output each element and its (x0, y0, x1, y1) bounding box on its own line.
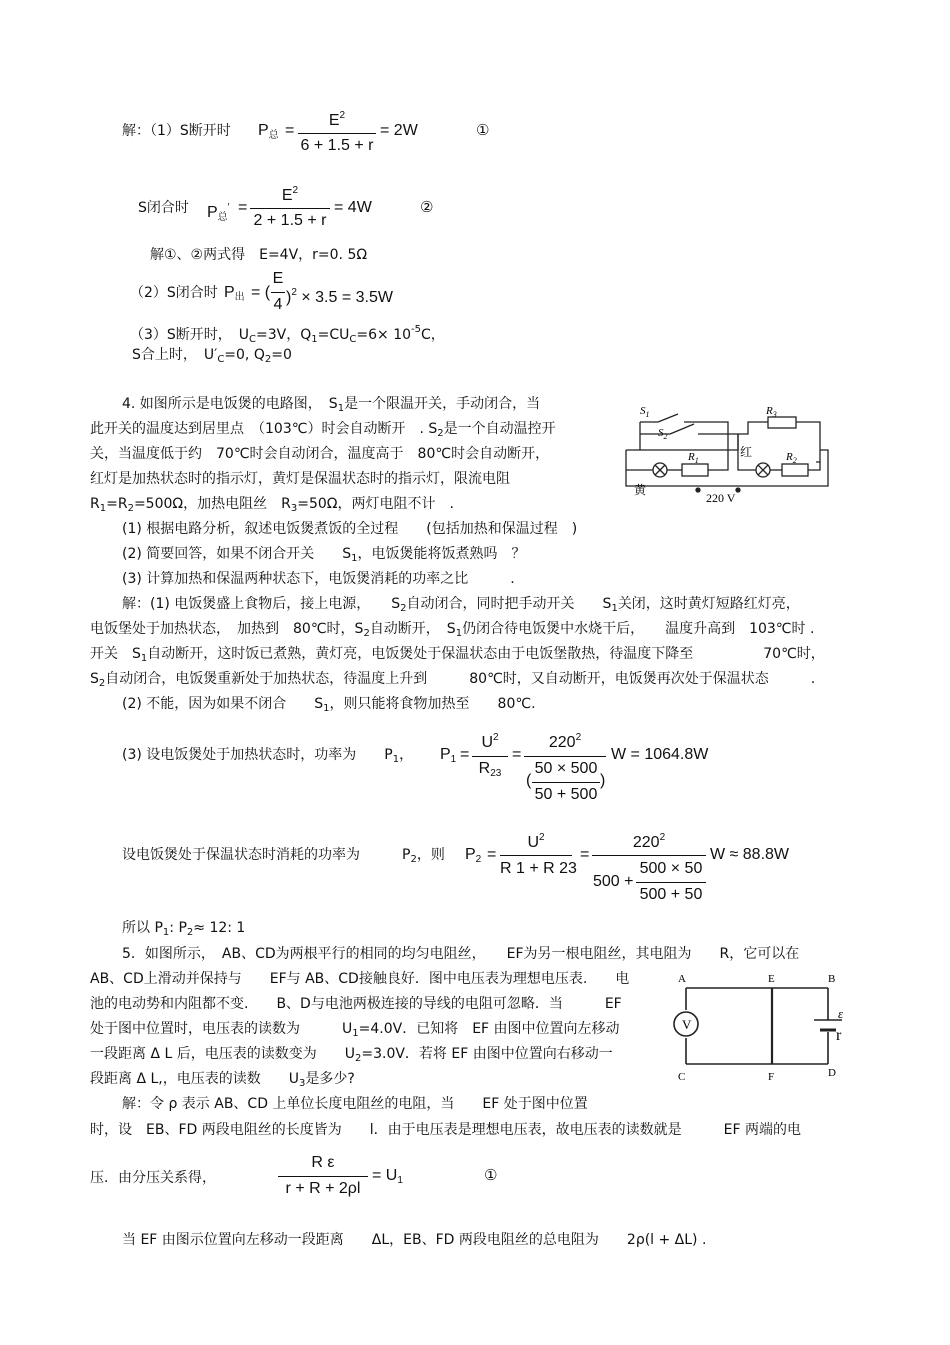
q4-solution-line6: (3) 设电饭煲处于加热状态时，功率为 $P_1$， (122, 747, 414, 765)
p2-result: W ≈ 88.8W (710, 846, 790, 863)
p1-num: $U^2$ (481, 732, 499, 751)
sol3-line6: S合上时， $U'_C=0$, $Q_2=0$ (132, 347, 292, 365)
label-f: F (768, 1071, 775, 1083)
switch-s1 (670, 424, 694, 434)
p2-eq2: = (580, 846, 590, 863)
p1-eq2: = (512, 746, 522, 763)
q4-solution-line2: 电饭堡处于加热状态， 加热到 80℃时，$S_2$自动断开， $S_1$仍闭合待电饭煲中水烧干后， 温度升高到 103℃时 . (90, 621, 815, 639)
q5-frac-num: R ε (311, 1154, 335, 1171)
q4-line5: $R_1=R_2=500\Omega$，加热电阻丝 $R_3=50\Omega$，两灯电阻不计 . (90, 496, 454, 514)
q4-solution-line5: (2) 不能，因为如果不闭合 $S_1$，则只能将食物加热至 80℃. (122, 696, 536, 714)
label-e: E (768, 973, 775, 985)
sol3-line1-den: 6 + 1.5 + r (300, 137, 374, 154)
q5-solution-line2: 时，设 EB、FD 两段电阻丝的长度皆为 l．由于电压表是理想电压表，故电压表的读数就是 EF 两端的电 (90, 1122, 801, 1138)
sol3-line1-prefix: 解：（1）S断开时 (122, 123, 231, 139)
voltmeter-label: V (682, 1017, 692, 1032)
p1-result: W = 1064.8W (611, 746, 709, 763)
q4-line3: 关，当温度低于约 70℃时会自动闭合，温度高于 80℃时会自动断开， (90, 446, 550, 462)
sol3-line2-den: 2 + 1.5 + r (253, 212, 327, 229)
q5-line2: AB、CD上滑动并保持与 EF与 AB、CD接触良好．图中电压表为理想电压表. 电 (90, 971, 630, 987)
label-r3: $R_3$ (766, 405, 777, 419)
fraction-bar (271, 292, 285, 293)
q5-line4: 处于图中位置时，电压表的读数为 $U_1=4.0V$．已知将 EF 由图中位置向左移动 (90, 1021, 620, 1039)
fraction-bar (524, 756, 606, 757)
q4-solution-line4: $S_2$自动闭合，电饭煲重新处于加热状态，待温度上升到 80℃时，又自动断开，电饭煲再次处于保温状态 . (90, 671, 816, 689)
q5-solution-line4: 当 EF 由图示位置向左移动一段距离 ΔL，EB、FD 两段电阻丝的总电阻为 2ρ(l + ΔL) . (122, 1232, 707, 1248)
q4-solution-ratio: 所以 $P_1$: $P_2\approx 12$: 1 (122, 920, 246, 938)
sol3-line3: 解①、②两式得 E=4V，r=0. 5Ω (150, 247, 368, 263)
p2-symbol: $P_2$ (465, 846, 482, 865)
q4-solution-line1: 解：(1) 电饭煲盛上食物后，接上电源， $S_2$自动闭合，同时把手动开关 $S_1$关闭，这时黄灯短路红灯亮， (122, 596, 800, 614)
fraction-bar (472, 756, 508, 757)
label-emf: ε (838, 1006, 844, 1021)
p1-num2: $220^2$ (548, 732, 582, 751)
sol3-line2-result: = 4W (334, 199, 372, 216)
q5-frac-den: r + R + 2ρl (285, 1180, 361, 1197)
p1-inner-den: 50 + 500 (534, 786, 598, 803)
sol3-line1-num: $E^2$ (328, 110, 346, 129)
label-s1: $S_1$ (640, 405, 650, 419)
q5-line1: 5．如图所示， AB、CD为两根平行的相同的均匀电阻丝， EF为另一根电阻丝，其电阻为 R，它可以在 (122, 946, 800, 962)
q5-solution-line1: 解：令 ρ 表示 AB、CD 上单位长度电阻丝的电阻，当 EF 处于图中位置 (122, 1096, 588, 1112)
fraction-bar (278, 1176, 368, 1177)
sol3-line2-eq: = (238, 199, 248, 216)
sol3-line2-p: $P_总'$ (207, 202, 230, 223)
q5-line6: 段距离 Δ L,，电压表的读数 $U_3$是多少? (90, 1071, 355, 1089)
sol3-line4-prefix: （2）S闭合时 (130, 285, 218, 301)
slider-resistor-circuit-diagram (672, 970, 852, 1086)
fraction-bar (250, 208, 330, 209)
label-a: A (678, 973, 686, 985)
resistor-r2 (782, 464, 808, 476)
fraction-bar (298, 133, 376, 134)
label-yellow: 黄 (634, 483, 647, 497)
q4-line2: 此开关的温度达到居里点 （103℃）时会自动断开 . $S_2$是一个自动温控开 (90, 421, 556, 439)
p1-symbol: $P_1$ (440, 746, 457, 765)
label-s2: $S_2$ (658, 427, 668, 441)
q4-question3: (3) 计算加热和保温两种状态下，电饭煲消耗的功率之比 . (122, 571, 515, 587)
q4-line1: 4. 如图所示是电饭煲的电路图， $S_1$是一个限温开关，手动闭合，当 (122, 396, 541, 414)
equation-mark-1: ① (476, 121, 490, 139)
label-r2: $R_2$ (786, 451, 797, 465)
sol3-line5: （3）S断开时， $U_C=3V$，$Q_1=CU_C=6\times 10^{-5}C$， (130, 324, 445, 345)
outer-wire (626, 450, 828, 486)
sol3-line4-p: $P_出$ (224, 284, 245, 303)
p2-den2a: 500 + (593, 873, 634, 890)
label-d: D (828, 1067, 836, 1079)
q5-solution-line3: 压．由分压关系得， (90, 1170, 216, 1186)
sol3-line2-prefix: S闭合时 (138, 200, 189, 216)
sol3-line2-num: $E^2$ (281, 185, 299, 204)
equation-mark-q5: ① (484, 1166, 498, 1184)
p2-eq: = (487, 846, 497, 863)
q4-question1: (1) 根据电路分析，叙述电饭煲煮饭的全过程 (包括加热和保温过程 ) (122, 521, 578, 537)
p2-den: R 1 + R 23 (500, 860, 577, 877)
p1-eq: = (460, 746, 470, 763)
fraction-bar (500, 855, 572, 856)
sol3-line4-num: E (272, 270, 284, 287)
fraction-bar (532, 782, 600, 783)
left-top-wire (626, 434, 738, 450)
label-b: B (828, 973, 836, 985)
rice-cooker-circuit-diagram (618, 402, 836, 508)
label-r1: $R_1$ (688, 451, 699, 465)
sol3-line4-eq: = ( (251, 284, 271, 301)
fraction-bar (592, 855, 706, 856)
p2-inner-den: 500 + 50 (639, 886, 703, 903)
p1-rparen: ) (600, 772, 606, 789)
resistor-r1 (682, 464, 708, 476)
p2-inner-num: 500 × 50 (639, 860, 703, 877)
label-voltage: 220 V (706, 491, 736, 505)
p2-num2: $220^2$ (632, 832, 666, 851)
q5-line3: 池的电动势和内阻都不变. B、D与电池两极连接的导线的电阻可忽略．当 EF (90, 996, 622, 1012)
sol3-line4-tail: )$^2$ × 3.5 = 3.5W (286, 287, 393, 306)
p1-lparen: ( (526, 772, 532, 789)
q4-solution-line3: 开关 $S_1$自动断开，这时饭已煮熟，黄灯亮，电饭煲处于保温状态由于电饭堡散热，待温度下降至 70℃时， (90, 646, 825, 664)
fraction-bar (636, 882, 706, 883)
q4-line4: 红灯是加热状态时的指示灯，黄灯是保温状态时的指示灯，限流电阻 (90, 471, 510, 487)
equation-mark-2: ② (420, 198, 434, 216)
sol3-line1-p: $P_总$ (258, 122, 279, 141)
label-red: 红 (740, 445, 753, 459)
p1-den: $R_{23}$ (478, 760, 502, 779)
sol3-line1-result: = 2W (380, 122, 418, 139)
p1-inner-num: 50 × 500 (534, 760, 598, 777)
sol3-line1-eq: = (285, 122, 295, 139)
label-r: r (836, 1027, 842, 1044)
q5-line5: 一段距离 Δ L 后，电压表的读数变为 $U_2=3.0V$．若将 EF 由图中位置向右移动一 (90, 1046, 613, 1064)
q5-frac-result: = $U_1$ (372, 1167, 403, 1186)
label-c: C (678, 1071, 686, 1083)
p2-num: $U^2$ (527, 832, 545, 851)
q4-solution-line7: 设电饭煲处于保温状态时消耗的功率为 $P_2$，则 (122, 847, 445, 865)
sol3-line4-den: 4 (273, 296, 283, 313)
q4-question2: (2) 简要回答，如果不闭合开关 $S_1$，电饭煲能将饭煮熟吗 ？ (122, 546, 526, 564)
